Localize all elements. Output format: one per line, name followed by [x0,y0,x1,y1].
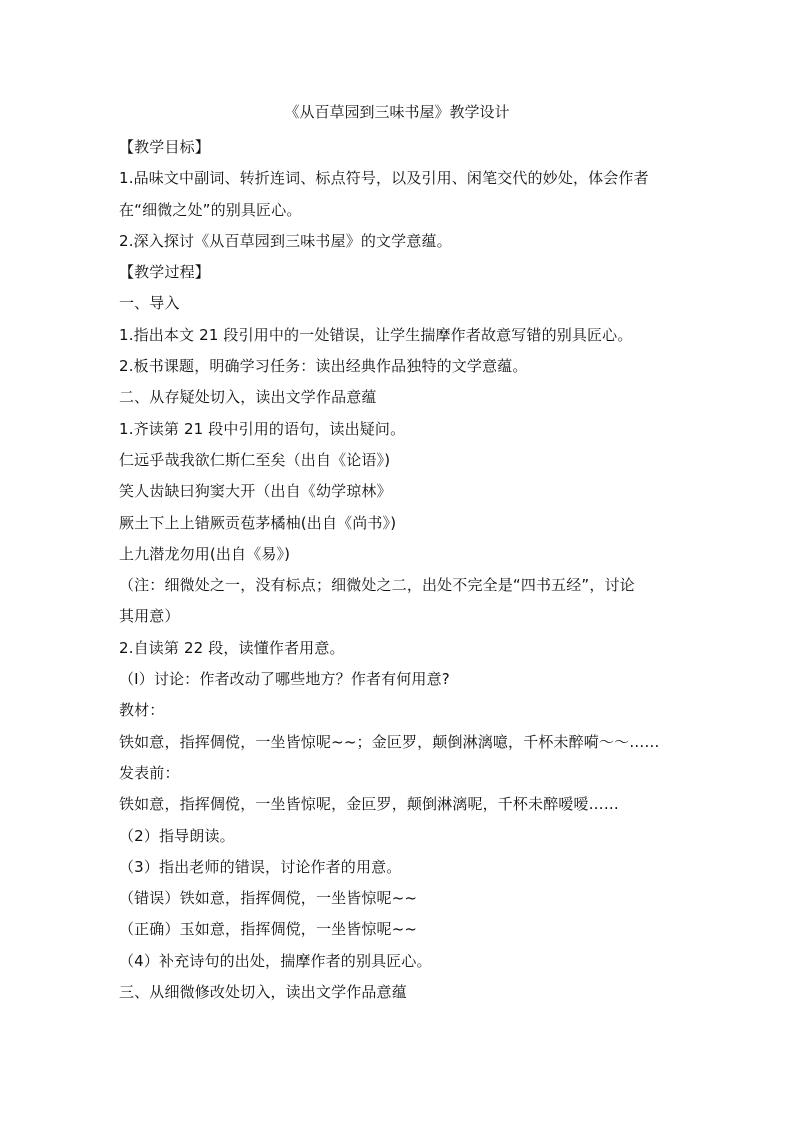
note-line-2: 其用意） [119,607,180,626]
objective-2: 2.深入探讨《从百草园到三味书屋》的文学意蕴。 [119,231,452,250]
source-supplement-item: （4）补充诗句的出处，揣摩作者的别具匠心。 [119,951,432,970]
quote-line-4: 上九潜龙勿用(出自《易》) [119,544,291,563]
reading-guidance: （2）指导朗读。 [119,826,235,845]
step-heading-doubt: 二、从存疑处切入，读出文学作品意蕴 [119,388,377,407]
pre-publication-label: 发表前： [119,763,180,782]
objective-1-line-1: 1.品味文中副词、转折连词、标点符号，以及引用、闲笔交代的妙处，体会作者 [119,169,649,188]
quote-line-3: 厥土下上上错厥贡苞茅橘柚(出自《尚书》) [119,513,397,532]
correct-example: （正确）玉如意，指挥倜傥，一坐皆惊呢~~ [119,920,418,939]
intro-item-2: 2.板书课题，明确学习任务：读出经典作品独特的文学意蕴。 [119,357,528,376]
pre-publication-quote: 铁如意，指挥倜傥，一坐皆惊呢，金叵罗，颠倒淋漓呢，千杯未醉嗳嗳…… [119,795,619,814]
step-heading-intro: 一、导入 [119,294,180,313]
document-body [119,132,679,1008]
section-heading-objectives: 【教学目标】 [119,138,210,156]
section-heading-process: 【教学过程】 [119,263,210,282]
textbook-label: 教材： [119,701,165,720]
intro-item-1: 1.指出本文 21 段引用中的一处错误，让学生揣摩作者故意写错的别具匠心。 [119,325,633,344]
step-heading-revision: 三、从细微修改处切入，读出文学作品意蕴 [119,983,407,1002]
objective-1-line-2: 在“细微之处”的别具匠心。 [119,200,302,219]
quote-line-2: 笑人齿缺曰狗窦大开（出自《幼学琼林》 [119,482,392,501]
textbook-quote: 铁如意，指挥倜傥，一坐皆惊呢~~；金叵罗，颠倒淋漓噫，千杯未醉嗬～～…… [119,732,660,751]
quote-line-1: 仁远乎哉我欲仁斯仁至矣（出自《论语》) [119,450,391,469]
discussion-question: （I）讨论：作者改动了哪些地方？作者有何用意? [119,670,450,689]
doubt-item-1: 1.齐读第 21 段中引用的语句，读出疑问。 [119,419,406,438]
document-title: 《从百草园到三味书屋》教学设计 [284,103,510,121]
teacher-error-item: （3）指出老师的错误，讨论作者的用意。 [119,857,402,876]
note-line-1: （注：细微处之一，没有标点；细微处之二，出处不完全是“四书五经”，讨论 [119,576,635,595]
doubt-item-2: 2.自读第 22 段，读懂作者用意。 [119,638,345,657]
error-example: （错误）铁如意，指挥倜傥，一坐皆惊呢~~ [119,889,418,908]
